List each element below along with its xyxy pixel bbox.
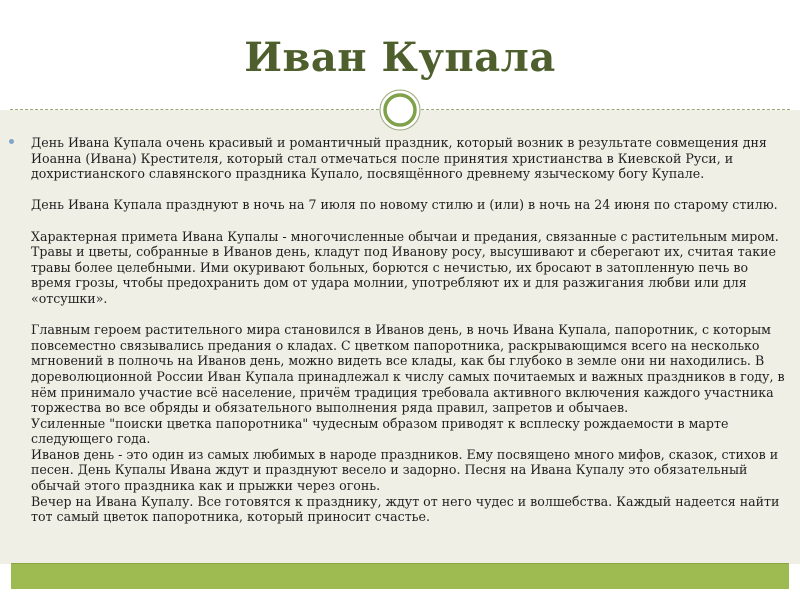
paragraph: День Ивана Купала очень красивый и романтичный праздник, который возник в результате совмещения дня Иоанна (Ивана) Крестителя, который стал отмечаться после принятия христианства в Киевской Руси, и дохристианского славянского праздника Купало, посвящённого древнему языческому богу Купале.	[31, 135, 767, 182]
paragraph: Усиленные "поиски цветка папоротника" чудесным образом приводят к всплеску рождаемости в марте следующего года.	[31, 415, 729, 447]
circle-ornament-icon	[379, 89, 421, 131]
paragraph: Вечер на Ивана Купалу. Все готовятся к празднику, ждут от него чудес и волшебства. Каждый надеется найти тот самый цветок папоротника, который приносит счастье.	[31, 493, 780, 525]
paragraph-gap	[31, 182, 791, 198]
paragraph: Главным героем растительного мира становился в Иванов день, в ночь Ивана Купала, папоротник, с которым повсеместно связывались предания о кладах. С цветком папоротника, раскрывающимся всего на несколько мгновений в полночь на Иванов день, можно видеть все клады, как бы глубоко в земле они ни находились. В дореволюционной России Иван Купала принадлежал к числу самых почитаемых и важных праздников в году, в нём принимало участие всё население, причём традиция требовала активного включения каждого участника торжества во все обряды и обязательного выполнения ряда правил, запретов и обычаев.	[31, 322, 785, 416]
footer-band	[11, 563, 789, 589]
paragraph-gap	[31, 213, 791, 229]
slide-title: Иван Купала	[244, 34, 556, 81]
paragraph: Иванов день - это один из самых любимых в народе праздников. Ему посвящено много мифов, сказок, стихов и песен. День Купалы Ивана ждут и празднуют весело и задорно. Песня на Ивана Купалу это обязательный обычай этого праздника как и прыжки через огонь.	[31, 446, 779, 494]
slide-body-text	[31, 135, 791, 525]
paragraph: Характерная примета Ивана Купалы - многочисленные обычаи и предания, связанные с растительным миром. Травы и цветы, собранные в Иванов день, кладут под Иванову росу, высушивают и сберегают их, считая такие травы более целебными. Ими окуривают больных, борются с нечистью, их бросают в затопленную печь во время грозы, чтобы предохранить дом от удара молнии, употребляют их и для разжигания любви или для «отсушки».	[31, 228, 779, 306]
bullet-icon	[9, 139, 14, 144]
paragraph-gap	[31, 307, 791, 323]
paragraph: День Ивана Купала празднуют в ночь на 7 июля по новому стилю и (или) в ночь на 24 июня по старому стилю.	[31, 197, 778, 213]
